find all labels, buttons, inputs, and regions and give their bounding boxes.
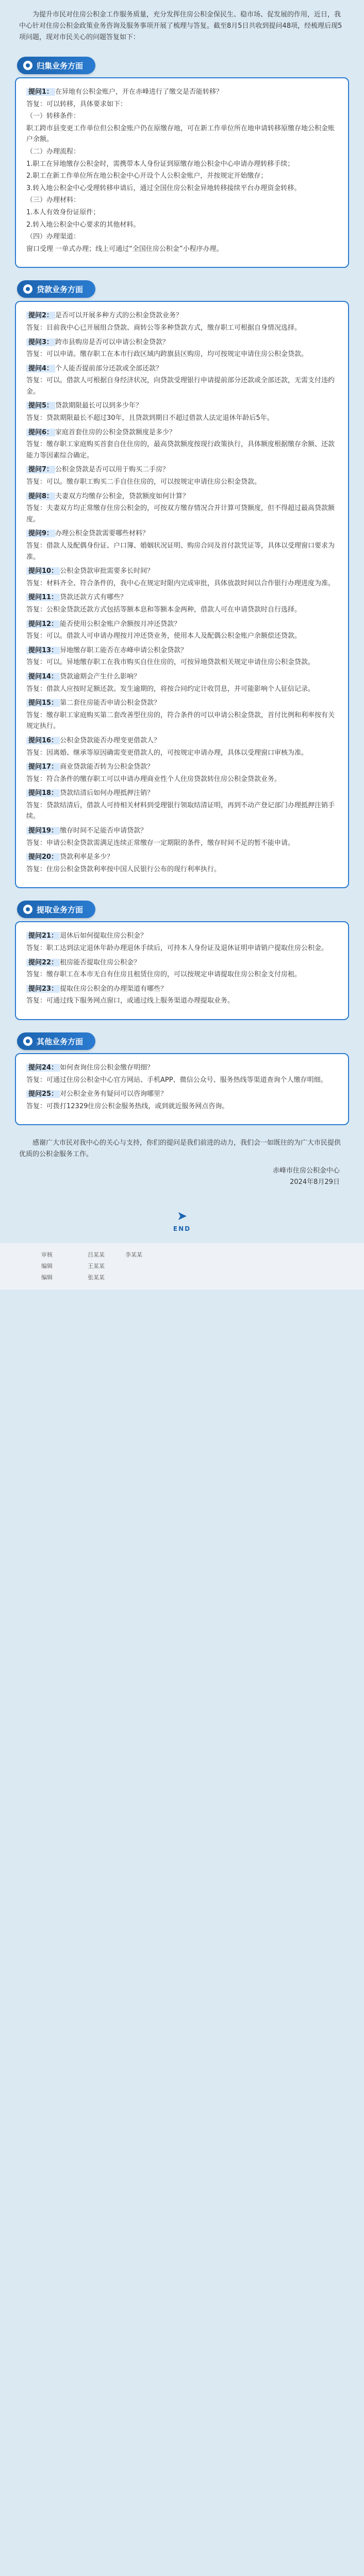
question: [26, 87, 338, 98]
qa-item: [26, 464, 338, 487]
question-label: 提问8：: [26, 493, 55, 500]
question-text: 家庭首套住房的公积金贷款额度是多少？: [55, 428, 176, 436]
qa-item: [26, 852, 338, 875]
question-text: 跨市县购房是否可以申请公积金贷款？: [55, 338, 170, 346]
question-text: 办理公积金贷款需要哪些材料？: [55, 530, 150, 538]
answer-line: 答复：贷款结清后，借款人可持相关材料到受理银行领取结清证明，再到不动产登记部门办理抵押注销手续。: [26, 801, 335, 821]
question-text: 贷款结清后如何办理抵押注销？: [60, 789, 154, 798]
question-label: 提问23：: [26, 985, 60, 993]
question: [26, 761, 338, 773]
question-text: 退休后如何提取住房公积金？: [60, 932, 147, 940]
question: [26, 852, 338, 863]
answer-line: 3.转入地公积金中心受理转移申请后，通过全国住房公积金异地转移接续平台办理资金转移。: [26, 184, 301, 192]
qa-item: [26, 957, 338, 980]
answer-line: 答复：缴存职工家庭购买第二套改善型住房的，符合条件的可以申请公积金贷款，首付比例和利率按有关规定执行。: [26, 711, 335, 731]
question: [26, 566, 338, 577]
question-text: 第二套住房能否申请公积金贷款？: [60, 699, 161, 707]
answer-line: 1.本人有效身份证原件；: [26, 208, 100, 216]
bullet-circle-icon: [23, 905, 32, 914]
question-label: 提问20：: [26, 853, 60, 861]
question: [26, 592, 338, 603]
answer-line: 2.职工在新工作单位所在地公积金中心开设个人公积金账户，并按规定开始缴存；: [26, 172, 268, 180]
bullet-circle-icon: [23, 1037, 32, 1046]
question-label: 提问24：: [26, 1064, 60, 1072]
section-title-badge: [17, 280, 95, 298]
section-header: [17, 57, 352, 74]
answer-line: 答复：因离婚、继承等原因确需变更借款人的，可按规定申请办理，具体以受理窗口审核为准。: [26, 749, 308, 757]
question-label: 提问18：: [26, 789, 60, 797]
answer-line: 答复：可通过住房公积金中心官方网站、手机APP、微信公众号、服务热线等渠道查询个人缴存明细。: [26, 1076, 327, 1084]
answer-line: 答复：缴存职工在本市无自有住房且租赁住房的，可以按规定申请提取住房公积金支付房租。: [26, 971, 302, 979]
question-label: 提问14：: [26, 673, 60, 681]
answer-line: 答复：可以。缴存职工购买二手自住住房的，可以按规定申请住房公积金贷款。: [26, 478, 261, 486]
credit-name: 张某某: [88, 1274, 105, 1281]
signature-date: 2024年8月29日: [290, 1178, 340, 1187]
question-text: 个人能否提前部分还款或全部还款？: [55, 364, 163, 372]
credit-row: [41, 1272, 323, 1283]
question-text: 贷款还款方式有哪些？: [60, 594, 127, 602]
end-label: END: [173, 1225, 191, 1233]
credit-name: 李某某: [125, 1251, 142, 1259]
credit-name: 王某某: [88, 1263, 105, 1270]
answer-line: 2.转入地公积金中心要求的其他材料。: [26, 221, 140, 229]
bullet-circle-icon: [23, 284, 32, 294]
credit-row: [41, 1249, 323, 1261]
answer-line: 答复：申请公积金贷款需满足连续正常缴存一定期限的条件，缴存时间不足的暂不能申请。: [26, 839, 295, 847]
question-label: 提问17：: [26, 763, 60, 771]
qa-item: [26, 825, 338, 849]
question: [26, 825, 338, 837]
qa-item: [26, 698, 338, 732]
question-text: 在异地有公积金账户，开在赤峰进行了缴交是否能转移？: [55, 88, 223, 96]
answer-line: 答复：职工达到法定退休年龄办理退休手续后，可持本人身份证及退休证明申请销户提取住房公积金。: [26, 944, 328, 953]
question-label: 提问19：: [26, 827, 60, 835]
question-label: 提问1：: [26, 88, 55, 96]
question-label: 提问16：: [26, 737, 60, 744]
question: [26, 957, 338, 969]
question-text: 公积金贷款审批需要多长时间？: [60, 567, 154, 575]
credit-role: 编辑: [41, 1263, 53, 1270]
section-card: [15, 77, 349, 268]
question-text: 贷款利率是多少？: [60, 853, 114, 861]
question-text: 贷款期限最长可以到多少年？: [55, 402, 143, 410]
intro-paragraph: 为提升市民对住房公积金工作服务质量，充分发挥住房公积金保民生、稳市场、促发展的作用，近日，我中心针对住房公积金政策业务咨询及服务事项开展了梳理与答复。截至8月5日共收到提问48项，经梳理后现5项问题，现对市民关心的问题答复如下：: [19, 11, 342, 41]
qa-item: [26, 310, 338, 333]
question-label: 提问4：: [26, 365, 55, 372]
answer-line: 答复：住房公积金贷款利率按中国人民银行公布的现行利率执行。: [26, 865, 221, 873]
qa-item: [26, 427, 338, 462]
answer-line: 答复：借款人应按时足额还款。发生逾期的，将按合同约定计收罚息，并可能影响个人征信记录。: [26, 685, 315, 693]
question: [26, 491, 338, 502]
qa-item: [26, 566, 338, 589]
answer-line: 答复：可拨打12329住房公积金服务热线，或到就近服务网点咨询。: [26, 1102, 229, 1110]
qa-item: [26, 619, 338, 642]
answer-line: 窗口受理 一单式办理；线上可通过“全国住房公积金”小程序办理。: [26, 245, 223, 253]
answer-line: （四）办理渠道：: [26, 233, 80, 241]
question-text: 能否使用公积金账户余额按月冲还贷款？: [60, 620, 181, 628]
answer-line: 答复：目前我中心已开展组合贷款、商转公等多种贷款方式，缴存职工可根据自身情况选择。: [26, 324, 302, 332]
signature: [12, 1165, 340, 1188]
question-label: 提问21：: [26, 932, 60, 940]
section-title-badge: [17, 901, 95, 918]
qa-item: [26, 337, 338, 360]
answer-line: 答复：可以。借款人可根据自身经济状况，向贷款受理银行申请提前部分还款或全部还款，无需支付违约金。: [26, 377, 335, 396]
answer-line: 答复：公积金贷款还款方式包括等额本息和等额本金两种，借款人可在申请贷款时自行选择。: [26, 605, 302, 614]
credits-block: [0, 1243, 364, 1290]
question-text: 提取住房公积金的办理渠道有哪些？: [60, 985, 168, 993]
section-title: 其他业务方面: [37, 1037, 84, 1046]
question: [26, 984, 338, 995]
qa-item: [26, 788, 338, 822]
question: [26, 671, 338, 683]
section-title: 归集业务方面: [37, 61, 84, 71]
qa-item: [26, 761, 338, 785]
answer-line: 答复：借款人及配偶身份证、户口簿、婚姻状况证明、购房合同及首付款凭证等，具体以受理窗口要求为准。: [26, 542, 335, 561]
question-label: 提问3：: [26, 338, 55, 346]
answer-line: 答复：贷款期限最长不超过30年，且贷款到期日不超过借款人法定退休年龄后5年。: [26, 414, 274, 422]
question-text: 缴存时间不足能否申请贷款？: [60, 827, 147, 835]
question-text: 如何查询住房公积金缴存明细？: [60, 1064, 154, 1072]
answer-line: 答复：可通过线下服务网点窗口，或通过线上服务渠道办理提取业务。: [26, 997, 235, 1005]
qa-item: [26, 1062, 338, 1086]
question-label: 提问13：: [26, 647, 60, 654]
question-label: 提问15：: [26, 699, 60, 707]
question-label: 提问5：: [26, 402, 55, 410]
question: [26, 1062, 338, 1074]
question-text: 贷款逾期会产生什么影响？: [60, 672, 141, 681]
sections-container: [12, 57, 352, 1125]
article-content: [12, 0, 352, 1233]
paper-plane-icon: ➤: [176, 1209, 188, 1224]
qa-item: [26, 592, 338, 615]
question-label: 提问12：: [26, 620, 60, 628]
section-title: 提取业务方面: [37, 905, 84, 914]
section-title-badge: [17, 57, 95, 74]
section-header: [17, 280, 352, 298]
credit-role: 编辑: [41, 1274, 53, 1281]
qa-item: [26, 930, 338, 954]
section-card: [15, 301, 349, 888]
answer-line: 答复：可以转移，具体要求如下：: [26, 100, 127, 108]
answer-line: 1.职工在异地缴存公积金时，需携带本人身份证到原缴存地公积金中心申请办理转移手续；: [26, 160, 294, 168]
qa-item: [26, 645, 338, 668]
section-title-badge: [17, 1032, 95, 1050]
section-header: [17, 1032, 352, 1050]
signature-org: 赤峰市住房公积金中心: [272, 1167, 340, 1175]
section-title: 贷款业务方面: [37, 284, 84, 294]
question-label: 提问25：: [26, 1090, 60, 1098]
question-label: 提问10：: [26, 567, 60, 575]
question-label: 提问9：: [26, 530, 55, 537]
question-text: 商业贷款能否转为公积金贷款？: [60, 763, 154, 771]
question-label: 提问11：: [26, 594, 60, 601]
credit-name: 吕某某: [88, 1251, 105, 1259]
qa-item: [26, 528, 338, 563]
answer-line: （二）办理流程：: [26, 147, 80, 156]
question: [26, 788, 338, 799]
question: [26, 698, 338, 709]
qa-item: [26, 984, 338, 1007]
question-label: 提问2：: [26, 312, 55, 319]
qa-item: [26, 400, 338, 423]
answer-line: （一）转移条件：: [26, 112, 80, 121]
credit-role: 审核: [41, 1251, 53, 1259]
qa-item: [26, 87, 338, 255]
qa-item: [26, 671, 338, 694]
answer-line: 答复：符合条件的缴存职工可以申请办理商业性个人住房贷款转住房公积金贷款业务。: [26, 775, 282, 783]
question-text: 夫妻双方均缴存公积金，贷款额度如何计算？: [55, 492, 190, 500]
question: [26, 427, 338, 438]
end-mark: [12, 1209, 352, 1233]
answer-line: （三）办理材料：: [26, 196, 80, 205]
answer-line: 答复：缴存职工家庭购买首套自住住房的，最高贷款额度按现行政策执行，具体额度根据缴存余额、还款能力等因素综合确定。: [26, 440, 335, 460]
question-text: 是否可以开展多种方式的公积金贷款业务？: [55, 312, 183, 320]
question: [26, 1089, 338, 1100]
question: [26, 363, 338, 375]
question-label: 提问6：: [26, 429, 55, 436]
bullet-circle-icon: [23, 61, 32, 70]
section-card: [15, 1053, 349, 1125]
credit-row: [41, 1261, 323, 1272]
question: [26, 528, 338, 539]
answer-line: 职工跨市县变更工作单位但公积金账户仍在原缴存地，可在新工作单位所在地申请转移原缴存地公积金账户余额。: [26, 124, 335, 144]
question-text: 异地缴存职工能否在赤峰申请公积金贷款？: [60, 646, 188, 654]
question: [26, 310, 338, 321]
qa-item: [26, 491, 338, 526]
question: [26, 400, 338, 412]
answer-line: 答复：材料齐全、符合条件的，我中心在规定时限内完成审批，具体放款时间以合作银行办理进度为准。: [26, 579, 335, 587]
answer-line: 答复：可以。借款人可申请办理按月冲还贷业务，使用本人及配偶公积金账户余额偿还贷款。: [26, 632, 302, 640]
section-card: [15, 921, 349, 1020]
answer-line: 答复：可以。异地缴存职工在我市购买自住住房的，可按异地贷款相关规定申请住房公积金贷款。: [26, 658, 315, 667]
closing-paragraph: 感谢广大市民对我中心的关心与支持，你们的提问是我们前进的动力，我们会一如既往的为广大市民提供优质的公积金服务工作。: [19, 1139, 341, 1159]
question: [26, 645, 338, 656]
question: [26, 930, 338, 942]
question-text: 租房能否提取住房公积金？: [60, 958, 141, 967]
question: [26, 735, 338, 747]
question-text: 公积金贷款能否办理变更借款人？: [60, 736, 161, 744]
section-header: [17, 901, 352, 918]
qa-item: [26, 735, 338, 758]
question-label: 提问22：: [26, 959, 60, 967]
question-text: 对公积金业务有疑问可以咨询哪里？: [60, 1090, 168, 1098]
question-label: 提问7：: [26, 466, 55, 473]
question: [26, 619, 338, 630]
qa-item: [26, 1089, 338, 1112]
answer-line: 答复：夫妻双方均正常缴存住房公积金的，可按双方缴存情况合并计算可贷额度，但不得超过最高贷款额度。: [26, 504, 335, 523]
answer-line: 答复：可以申请。缴存职工在本市行政区域内跨旗县区购房，均可按规定申请住房公积金贷款。: [26, 350, 308, 359]
question-text: 公积金贷款是否可以用于购买二手房？: [55, 466, 170, 474]
question: [26, 337, 338, 348]
qa-item: [26, 363, 338, 398]
question: [26, 464, 338, 476]
